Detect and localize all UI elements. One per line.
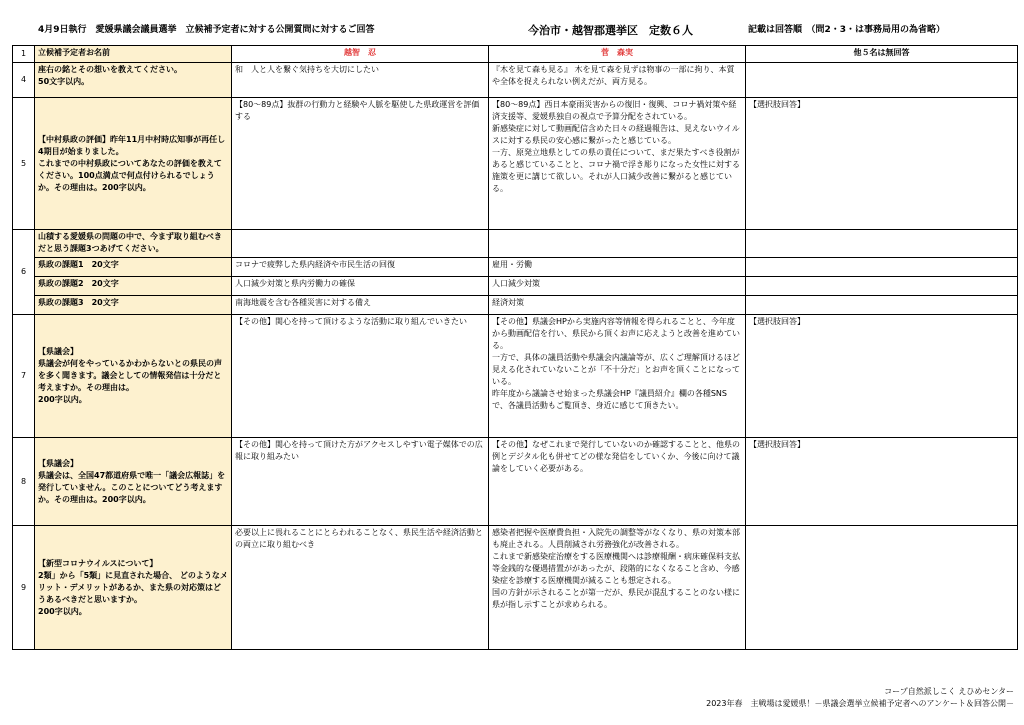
table-row [13,230,1018,258]
candidate-name-label: 立候補予定者お名前 [35,46,232,63]
issue-label: 県政の課題2 20文字 [35,277,232,296]
header-note: 記載は回答順 （問2・3・は事務局用の為省略） [748,25,946,35]
row-number: 9 [13,526,35,650]
table-row [13,315,1018,438]
answer-suga: 【その他】県議会HPから実施内容等情報を得られることと、今年度から動画配信を行い、県民から頂くお声に応えようと改善を進めている。 一方で、具体の議員活動や県議会内議論等が、広くご理解頂けるほど見える化されていないことが「不十分だ」とお声を頂くことになっている。 昨年度から議論させ始まった県議会HP『議員紹介』欄の各種SNSで、各議員活動もご覧頂き、身近に感じて頂きたい。 [489,315,746,438]
answer-others [746,63,1018,98]
question-cell: 【県議会】 県議会が何をやっているかわからないとの県民の声を多く聞きます。議会としての情報発信は十分だと考えますか。その理由は。 200字以内。 [35,315,232,438]
row-number: 5 [13,98,35,230]
row-number: 1 [13,46,35,63]
answer-others [746,230,1018,258]
issue-label: 県政の課題1 20文字 [35,258,232,277]
answer-suga: 経済対策 [489,296,746,315]
answer-ochi: 必要以上に畏れることにとらわれることなく、県民生活や経済活動との両立に取り組むべき [232,526,489,650]
candidate-name-suga: 菅 森実 [489,46,746,63]
header-title: 4月9日執行 愛媛県議会議員選挙 立候補予定者に対する公開質問に対するご回答 [38,25,375,35]
table-row [13,98,1018,230]
table-row-header [13,46,1018,63]
answer-ochi: 和 人と人を繋ぐ気持ちを大切にしたい [232,63,489,98]
answer-table [12,45,1018,650]
answer-ochi: 南海地震を含む各種災害に対する備え [232,296,489,315]
footer-caption: 2023年春 主戦場は愛媛県！－県議会選挙立候補予定者へのアンケート＆回答公開－ [706,699,1014,708]
candidate-name-ochi: 越智 忍 [232,46,489,63]
answer-ochi: 人口減少対策と県内労働力の確保 [232,277,489,296]
candidate-name-others: 他５名は無回答 [746,46,1018,63]
answer-suga [489,230,746,258]
answer-others [746,277,1018,296]
question-cell: 【県議会】 県議会は、全国47都道府県で唯一「議会広報誌」を発行していません。このことについてどう考えますか。その理由は。200字以内。 [35,438,232,526]
answer-suga: 『木を見て森も見る』 木を見て森を見ずは物事の一部に拘り、本質や全体を捉えられない例えだが、両方見る。 [489,63,746,98]
answer-ochi: コロナで疲弊した県内経済や市民生活の回復 [232,258,489,277]
answer-suga: 雇用・労働 [489,258,746,277]
question-cell: 山積する愛媛県の問題の中で、今まず取り組むべきだと思う課題3つあげてください。 [35,230,232,258]
answer-ochi [232,230,489,258]
answer-ochi: 【その他】関心を持って頂けるような活動に取り組んでいきたい [232,315,489,438]
answer-others [746,296,1018,315]
table-row [13,526,1018,650]
answer-suga: 感染者把握や医療費負担・入院先の調整等がなくなり、県の対策本部も廃止される。人員削減され労務強化が改善される。 これまで新感染症治療をする医療機関へは診療報酬・病床確保料支払等金銭的な優遇措置ががあったが、段階的になくなること含め、今感染症を診療する医療機関が減ることも想定される。 国の方針が示されることが第一だが、県民が混乱することのない様に県が指し示すことが求められる。 [489,526,746,650]
table-row [13,277,1018,296]
question-cell: 【新型コロナウイルスについて】 2類」から「5類」に見直された場合、 どのようなメリット・デメリットがあるか、また県の対応策はどうあるべきだと思いますか。 200字以内。 [35,526,232,650]
row-number: 8 [13,438,35,526]
row-number: 4 [13,63,35,98]
answer-ochi: 【その他】関心を持って頂けた方がアクセスしやすい電子媒体での広報に取り組みたい [232,438,489,526]
answer-others: 【選択肢回答】 [746,98,1018,230]
footer-organization: コープ自然派しこく えひめセンター [884,687,1014,696]
answer-others: 【選択肢回答】 [746,438,1018,526]
table-row [13,296,1018,315]
question-cell: 【中村県政の評価】昨年11月中村時広知事が再任し4期目が始まりました。 これまでの中村県政についてあなたの評価を教えてください。100点満点で何点付けられるでしょうか。その理由は。200字以内。 [35,98,232,230]
answer-others: 【選択肢回答】 [746,315,1018,438]
answer-suga: 【80～89点】西日本豪雨災害からの復旧・復興、コロナ禍対策や経済支援等、愛媛県独自の視点で予算分配をされている。 新感染症に対して動画配信含めた日々の経過報告は、見えないウイルスに対する県民の安心感に繋がったと感じている。 一方、原発立地県としての県の責任について、まだ果たすべき役割があると感じていることと、コロナ禍で浮き彫りになった女性に対する施策を更に講じて欲しい。それが人口減少改善に繋がると感じている。 [489,98,746,230]
answer-ochi: 【80～89点】抜群の行動力と経験や人脈を駆使した県政運営を評価する [232,98,489,230]
issue-label: 県政の課題3 20文字 [35,296,232,315]
row-number: 6 [13,230,35,315]
answer-suga: 人口減少対策 [489,277,746,296]
table-row [13,63,1018,98]
answer-suga: 【その他】なぜこれまで発行していないのか確認することと、他県の例とデジタル化も併せてどの様な発信をしていくか、今後に向けて議論をしていく必要がある。 [489,438,746,526]
answer-others [746,258,1018,277]
table-row [13,438,1018,526]
answer-others [746,526,1018,650]
header-district: 今治市・越智郡選挙区 定数６人 [528,24,693,37]
row-number: 7 [13,315,35,438]
table-row [13,258,1018,277]
question-cell: 座右の銘とその想いを教えてください。 50文字以内。 [35,63,232,98]
